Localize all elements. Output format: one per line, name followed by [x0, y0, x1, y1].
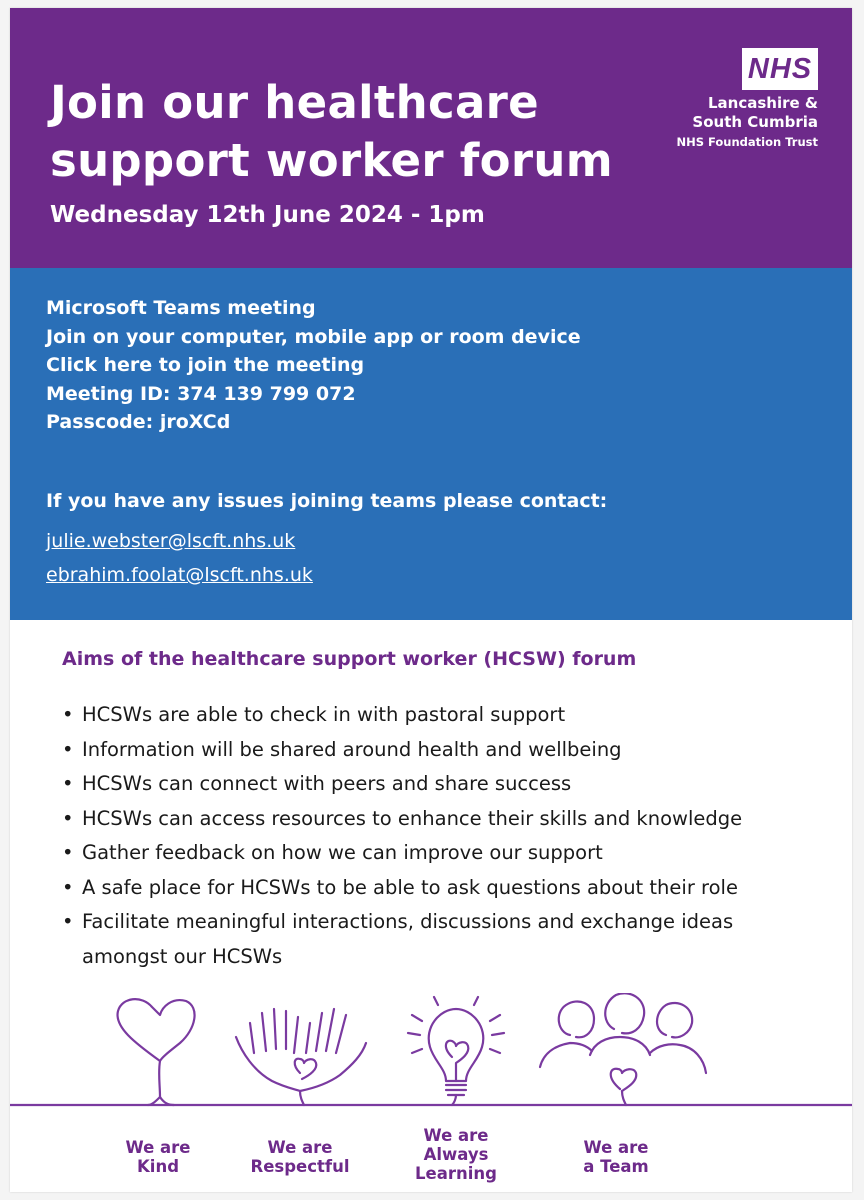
value-respectful-line2: Respectful — [250, 1157, 350, 1176]
list-item: • Facilitate meaningful interactions, discussions and exchange ideas amongst our HCSWs — [62, 905, 822, 974]
aims-heading: Aims of the healthcare support worker (HCSW) forum — [62, 648, 637, 670]
value-learning-line3: Learning — [415, 1164, 497, 1183]
value-kind-label — [78, 1138, 238, 1176]
meeting-passcode: Passcode: jroXCd — [46, 411, 231, 433]
values-illustration — [10, 993, 852, 1192]
heart-icon — [118, 999, 195, 1105]
value-learning-line1: We are — [423, 1126, 489, 1145]
list-item: • HCSWs can connect with peers and share success — [62, 767, 822, 802]
contact-links — [46, 524, 313, 592]
list-item: • Information will be shared around health and wellbeing — [62, 733, 822, 768]
nhs-badge: NHS — [742, 48, 818, 90]
header-banner — [10, 8, 852, 268]
value-team-line2: a Team — [583, 1157, 649, 1176]
nhs-trust-logo — [676, 48, 818, 150]
event-date: Wednesday 12th June 2024 - 1pm — [50, 202, 485, 228]
aims-list — [62, 698, 822, 974]
value-kind-line1: We are — [125, 1138, 191, 1157]
list-item: • HCSWs can access resources to enhance their skills and knowledge — [62, 802, 822, 837]
value-kind-line2: Kind — [137, 1157, 179, 1176]
value-learning-line2: Always — [423, 1145, 489, 1164]
contact-heading: If you have any issues joining teams please contact: — [46, 490, 608, 512]
value-team-label — [536, 1138, 696, 1176]
value-respectful-label — [220, 1138, 380, 1176]
lightbulb-icon — [408, 997, 504, 1105]
list-item: • HCSWs are able to check in with pastoral support — [62, 698, 822, 733]
list-item: • A safe place for HCSWs to be able to ask questions about their role — [62, 871, 822, 906]
value-team-line1: We are — [583, 1138, 649, 1157]
join-meeting-link[interactable]: Click here to join the meeting — [46, 354, 365, 376]
poster — [10, 8, 852, 1192]
page-title: Join our healthcare support worker forum — [50, 76, 613, 187]
teams-join-devices: Join on your computer, mobile app or room device — [46, 325, 581, 348]
teams-meeting-details — [46, 294, 581, 437]
value-respectful-line1: We are — [267, 1138, 333, 1157]
team-people-icon — [540, 993, 706, 1105]
teams-meeting-panel — [10, 268, 852, 620]
trust-name-line1: Lancashire & — [708, 94, 818, 112]
contact-email-link[interactable]: ebrahim.foolat@lscft.nhs.uk — [46, 564, 313, 586]
meeting-id: Meeting ID: 374 139 799 072 — [46, 382, 356, 405]
helping-hands-icon — [236, 1009, 366, 1105]
trust-name-line3: NHS Foundation Trust — [676, 135, 818, 149]
trust-name-line2: South Cumbria — [692, 113, 818, 131]
list-item: • Gather feedback on how we can improve our support — [62, 836, 822, 871]
value-learning-label — [376, 1126, 536, 1183]
contact-email-link[interactable]: julie.webster@lscft.nhs.uk — [46, 530, 296, 552]
teams-meeting-label: Microsoft Teams meeting — [46, 297, 316, 319]
